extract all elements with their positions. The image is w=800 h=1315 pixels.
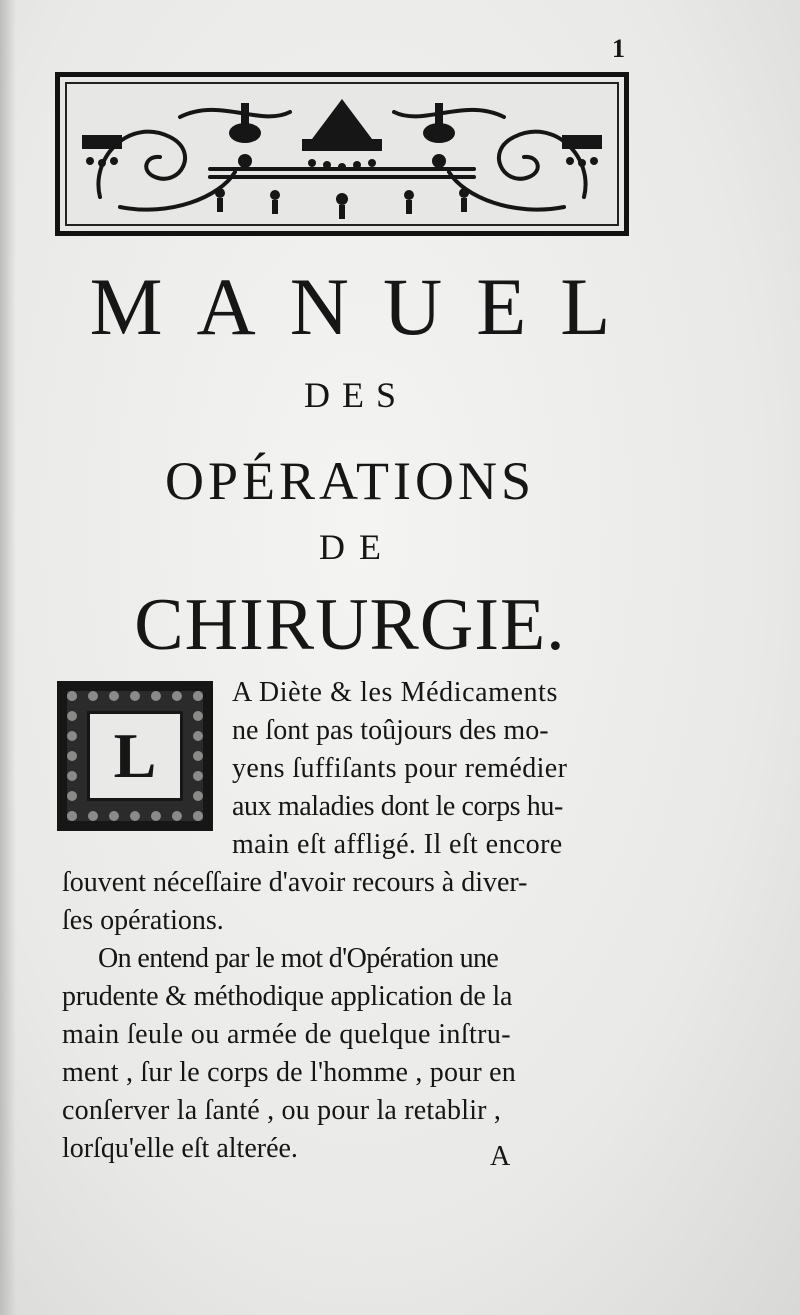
body-line-7: ſes opérations. (62, 905, 224, 936)
body-line-3: yens ſuffiſants pour remédier (232, 753, 568, 784)
title-des: DES (303, 375, 408, 415)
body-line-2: ne ſont pas toûjours des mo- (232, 715, 549, 746)
title-de: DE (319, 527, 395, 567)
body-line-4: aux maladies dont le corps hu- (232, 791, 563, 822)
catchword: A (490, 1141, 511, 1172)
body-line-5: main eſt affligé. Il eſt encore (232, 829, 563, 860)
decorated-initial-frame-icon (57, 681, 213, 831)
body-line-9: prudente & méthodique application de la (62, 981, 513, 1012)
title-manuel: MANUEL (89, 261, 645, 352)
body-line-1: A Diète & les Médicaments (232, 677, 559, 708)
body-line-6: ſouvent néceſſaire d'avoir recours à diver- (62, 867, 528, 898)
title-chirurgie: CHIRURGIE. (134, 584, 566, 666)
headpiece-ornament-drawing (60, 77, 624, 231)
body-line-11: ment , ſur le corps de l'homme , pour en (62, 1057, 516, 1088)
ornamental-headpiece-icon (55, 72, 629, 236)
body-line-13: lorſqu'elle eſt alterée. (62, 1133, 298, 1164)
page-number: 1 (612, 34, 625, 63)
drop-cap-letter: L (113, 720, 157, 791)
body-line-10: main ſeule ou armée de quelque inſtru- (62, 1019, 512, 1050)
body-line-12: conſerver la ſanté , ou pour la retablir , (62, 1095, 502, 1126)
page-gutter-shadow (0, 0, 16, 1315)
title-operations: OPÉRATIONS (164, 451, 536, 511)
body-line-8: On entend par le mot d'Opération une (98, 943, 499, 974)
